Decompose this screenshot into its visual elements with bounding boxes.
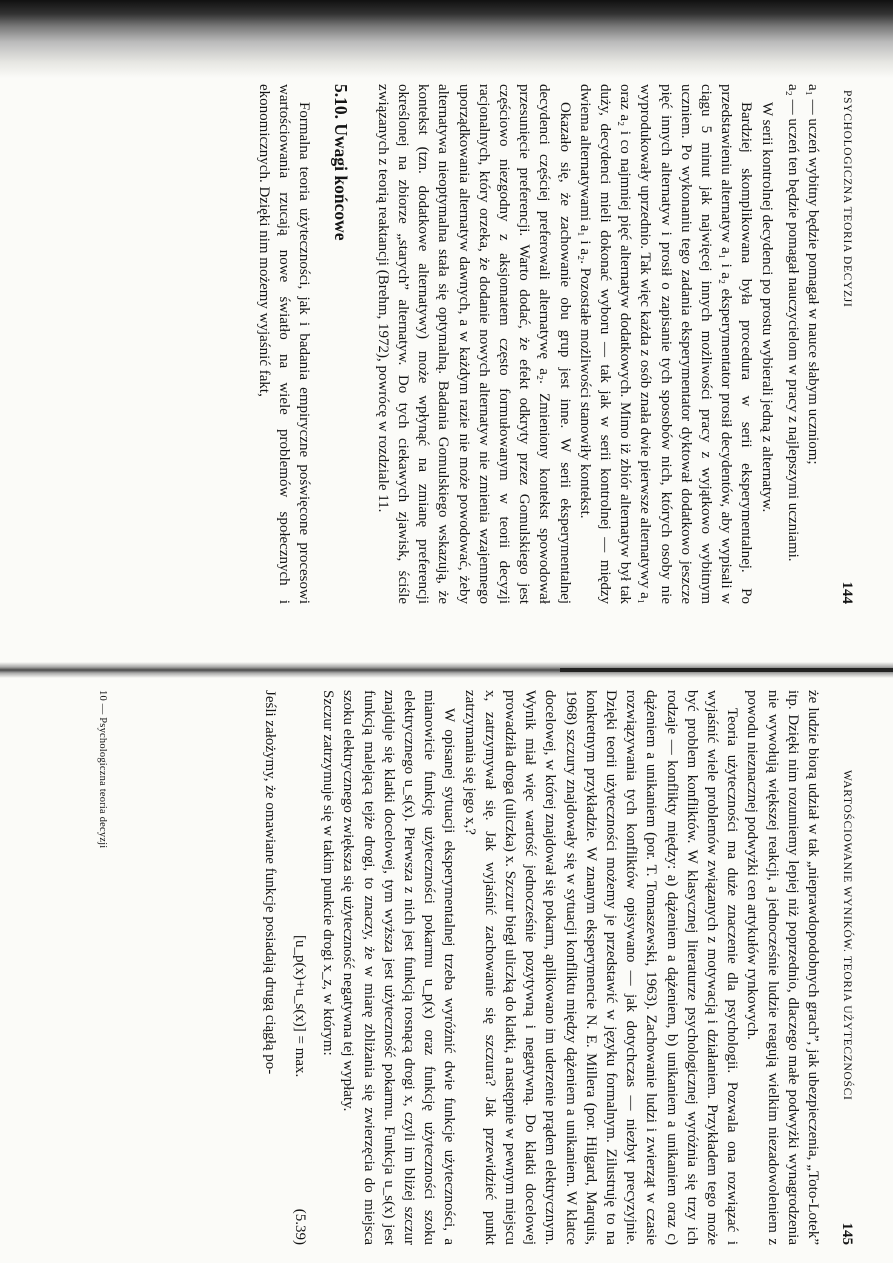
- scan-fold-dark: [560, 668, 893, 672]
- list-item: a₂ — uczeń ten będzie pomagał nauczycielom w pracy z najlepszymi uczniami.: [784, 84, 801, 562]
- page-number: 144: [839, 581, 855, 604]
- paragraph: Bardziej skomplikowana była procedura w serii eksperymentalnej. Po przedstawieniu alternatyw a₁ i a₂ eksperymentator prosił decydentów, aby wypisali w ciągu 5 minut jak najwięcej innych możliwości pracy z wyjątkowo wybitnym uczniem. Po wykonaniu tego zadania eksperymentator dyktował dodatkowo jeszcze pięć innych alternatyw i prosił o zapisanie tych sposobów nich, których osoby nie wyprodukowały uprzednio. Tak więc każda z osób znała dwie pierwsze alternatywy a₁ oraz a₂ i co najmniej pięć alternatyw dodatkowych. Mimo iż zbiór alternatyw był tak duży, decydenci mieli dokonać wyboru — tak jak w serii kontrolnej — między dwiema alternatywami a₁ i a₂. Pozostałe możliwości stanowiły kontekst.: [576, 84, 755, 604]
- book-page-145: [53, 690, 853, 1245]
- list-item: a₁ — uczeń wybitny będzie pomagał w nauce słabym uczniom;: [805, 84, 821, 465]
- page-body: [260, 690, 823, 1245]
- paragraph: Okazało się, że zachowanie obu grup jest inne. W serii eksperymentalnej decydenci częściej preferowali alternatywę a₂. Zmieniony kontekst spowodował przesunięcie preferencji. Warto dodać, że efekt odkryty przez Gomulskiego jest częściowo niezgodny z aksjomatem często formułowanym w teorii decyzji racjonalnych, który orzeka, że dodanie nowych alternatyw nie zmienia wzajemnego uporządkowania alternatyw dawnych, a w każdym razie nie może powodować, żeby alternatywa nieoptymalna stała się optymalną. Badania Gomulskiego wskazują, że kontekst (tzn. dodatkowe alternatywy) może wpłynąć na zmianę preferencji określonej na zbiorze „starych” alternatyw. Do tych ciekawych zjawisk, ściśle związanych z teorią reaktancji (Brehm, 1972), powrócę w rozdziale 11.: [374, 84, 573, 604]
- page-number: 145: [839, 1222, 855, 1245]
- paragraph: W serii kontrolnej decydenci po prostu wybierali jedną z alternatyw.: [758, 102, 775, 513]
- paragraph: że ludzie biorą udział w tak „nieprawdopodobnych grach”, jak ubezpieczenia, „Toto-Lotek” itp. Dzięki nim rozumiemy lepiej niż poprzednio, dlaczego małe podwyżki wynagrodzenia nie wywołują większej reakcji, a jednocześnie ludzie reagują wielkim niezadowoleniem z powodu nieznacznej podwyżki cen artykułów rynkowych.: [744, 690, 821, 1245]
- running-head: [833, 84, 853, 604]
- running-head: [833, 690, 853, 1245]
- page-body: [254, 84, 823, 604]
- paragraph: Szczur zatrzymuje się w takim punkcie drogi x_z, w którym:: [320, 690, 337, 1056]
- equation: [u_p(x)+u_s(x)] = max.: [291, 935, 308, 1078]
- paragraph: Jeśli założymy, że omawiane funkcje posiadają drugą ciągłą po-: [261, 690, 278, 1075]
- paragraph: Teoria użyteczności ma duże znaczenie dla psychologii. Pozwala ona rozwiązać i wyjaśnić wiele problemów związanych z motywacją i działaniem. Przykładem tego może być problem konfliktów. W klasycznej literaturze psychologicznej wyróżnia się trzy ich rodzaje — konflikty między: a) dążeniem a dążeniem, b) unikaniem a unikaniem oraz c) dążeniem a unikaniem (por. T. Tomaszewski, 1963). Zachowanie ludzi i zwierząt w czasie rozwiązywania tych konfliktów opisywano — jak dotychczas — niezbyt precyzyjnie. Dzięki teorii użyteczności możemy je przedstawić w języku formalnym. Zilustruję to na konkretnym przykładzie. W znanym eksperymencie N. E. Millera (por. Hilgard, Marquis, 1968) szczury znajdowały się w sytuacji konfliktu między dążeniem a unikaniem. W klatce docelowej, w której znajdował się pokarm, aplikowano im uderzenie prądem elektrycznym. Wynik miał więc wartość jednocześnie pozytywną i negatywną. Do klatki docelowej prowadziła droga (uliczka) x. Szczur biegł uliczką do klatki, a następnie w pewnym miejscu x, zatrzymywał się. Jak wyjaśnić zachowanie się szczura? Jak przewidzieć punkt zatrzymania się jego x,?: [461, 690, 741, 1245]
- paragraph: W opisanej sytuacji eksperymentalnej trzeba wyróżnić dwie funkcje użyteczności, a mianowicie funkcję użyteczności pokarmu u_p(x) oraz funkcję użyteczności szoku elektrycznego u_s(x). Pierwsza z nich jest funkcją rosnącą drogi x, czyli im bliżej szczur znajduje się klatki docelowej, tym wyższa jest użyteczność pokarmu. Funkcja u_s(x) jest funkcją malejącą tejże drogi, to znaczy, że w miarę zbliżania się zwierzęcia do miejsca szoku elektrycznego zwiększa się użyteczność negatywna tej wypłaty.: [340, 690, 458, 1245]
- paragraph: Formalna teoria użyteczności, jak i badania empiryczne poświęcone procesowi wartościowania rzucają nowe światło na wiele problemów społecznych i ekonomicznych. Dzięki nim możemy wyjaśnić fakt,: [255, 84, 313, 604]
- running-head-title: WARTOŚCIOWANIE WYNIKÓW. TEORIA UŻYTECZNOŚCI: [841, 770, 853, 1101]
- scan-edge-top: [0, 0, 893, 78]
- equation-number: (5.39): [291, 1208, 308, 1245]
- section-heading: 5.10. Uwagi końcowe: [330, 84, 351, 241]
- book-page-144: [63, 84, 853, 604]
- page-footer: 10 — Psychologiczna teoria decyzji: [97, 690, 108, 849]
- equation-block: [286, 690, 312, 1245]
- running-head-title: PSYCHOLOGICZNA TEORIA DECYZJI: [841, 90, 853, 308]
